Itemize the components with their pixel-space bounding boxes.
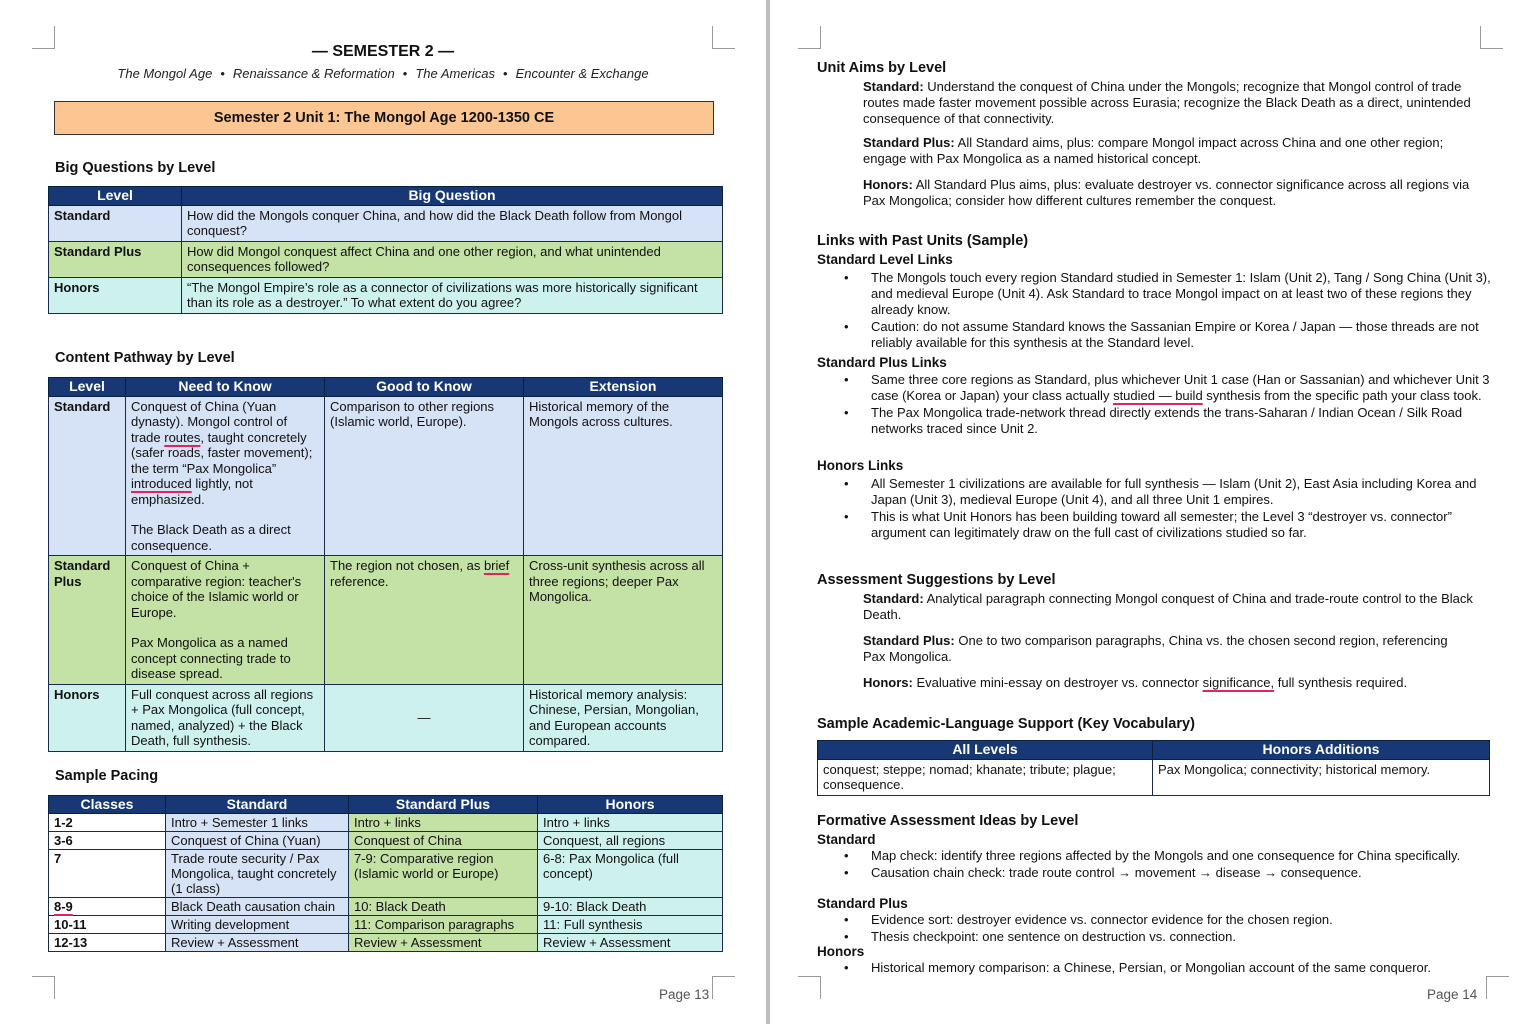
- table-row: [49, 241, 723, 277]
- spellcheck-word: significance,: [1202, 675, 1275, 690]
- spellcheck-word: 8-9: [54, 899, 73, 914]
- vocabulary-heading: Sample Academic-Language Support (Key Vocabulary): [817, 716, 1195, 732]
- assessment-label: Standard Plus:: [863, 633, 955, 648]
- classes-cell: 3-6: [49, 832, 166, 850]
- crop-mark: [1480, 26, 1503, 49]
- formative-honors-list: [817, 960, 1497, 977]
- sample-pacing-heading: Sample Pacing: [55, 768, 159, 784]
- classes-cell: 10-11: [49, 916, 166, 934]
- aim-text: All Standard Plus aims, plus: evaluate destroyer vs. connector significance across all regions via Pax Mongolica; consider how different cultures remember the conquest.: [863, 177, 1470, 208]
- honors-links-list: [817, 476, 1497, 542]
- column-header: Honors: [538, 796, 723, 814]
- honors-cell: Intro + links: [538, 814, 723, 832]
- column-header: Extension: [524, 378, 723, 397]
- crop-mark: [798, 26, 821, 49]
- aim-standard: [863, 79, 1488, 127]
- cell-text: Conquest of China + comparative region: teacher's choice of the Islamic world or Europe.: [131, 558, 302, 620]
- content-pathway-heading: Content Pathway by Level: [55, 350, 235, 366]
- formative-honors-heading: Honors: [817, 944, 865, 959]
- assessment-label: Honors:: [863, 675, 913, 690]
- column-header: Classes: [49, 796, 166, 814]
- column-header: Good to Know: [325, 378, 524, 397]
- honors-vocab-cell: Pax Mongolica; connectivity; historical memory.: [1153, 759, 1490, 795]
- good-to-know-cell: [325, 556, 524, 685]
- list-item: • All Semester 1 civilizations are available for full synthesis — Islam (Unit 2), East Asia including Korea and Japan (Unit 3), medieval Europe (Unit 4), and all three Unit 1 empires.: [817, 476, 1497, 508]
- level-cell: Standard Plus: [49, 241, 182, 277]
- classes-cell: [49, 898, 166, 916]
- spellcheck-word: introduced: [131, 476, 192, 491]
- subtitle-item: Encounter & Exchange: [515, 66, 649, 81]
- extension-cell: Historical memory analysis: Chinese, Persian, Mongolian, and European accounts compared.: [524, 684, 723, 751]
- plus-cell: Intro + links: [349, 814, 538, 832]
- level-cell: Standard: [49, 205, 182, 241]
- subtitle-item: The Americas: [415, 66, 496, 81]
- plus-cell: Conquest of China: [349, 832, 538, 850]
- assessment-text: One to two comparison paragraphs, China vs. the chosen second region, referencing Pax Mongolica.: [863, 633, 1448, 664]
- subtitle-separator: •: [220, 66, 225, 81]
- list-item: • Thesis checkpoint: one sentence on destruction vs. connection.: [817, 929, 1497, 945]
- table-row: [49, 832, 723, 850]
- standard-plus-links-list: [817, 372, 1497, 438]
- crop-mark: [798, 976, 821, 999]
- assessment-text: Evaluative mini-essay on destroyer vs. connector: [912, 675, 1203, 690]
- cell-text: , taught concretely (safer roads, faster movement); the term “Pax Mongolica”: [131, 429, 313, 476]
- table-row: [49, 684, 723, 751]
- formative-standard-list: [817, 848, 1497, 882]
- list-item: • Historical memory comparison: a Chinese, Persian, or Mongolian account of the same conqueror.: [817, 960, 1497, 976]
- vocabulary-table: [817, 740, 1490, 796]
- formative-plus-heading: Standard Plus: [817, 896, 908, 911]
- item-text: synthesis from the specific path your class took.: [1202, 388, 1482, 403]
- table-row: [49, 205, 723, 241]
- all-levels-vocab-cell: conquest; steppe; nomad; khanate; tribute; plague; consequence.: [818, 759, 1153, 795]
- list-item: [817, 372, 1497, 404]
- list-item: • Causation chain check: trade route control → movement → disease → consequence.: [817, 865, 1497, 881]
- column-header: Honors Additions: [1153, 741, 1490, 760]
- level-cell: Standard: [49, 396, 126, 556]
- extension-cell: Cross-unit synthesis across all three regions; deeper Pax Mongolica.: [524, 556, 723, 685]
- assessment-text: full synthesis required.: [1274, 675, 1408, 690]
- level-cell: Standard Plus: [49, 556, 126, 685]
- plus-cell: 7-9: Comparative region (Islamic world or Europe): [349, 850, 538, 898]
- table-row: [49, 916, 723, 934]
- question-cell: How did the Mongols conquer China, and how did the Black Death follow from Mongol conquest?: [182, 205, 723, 241]
- classes-cell: 12-13: [49, 934, 166, 952]
- assessment-standard: [863, 591, 1493, 623]
- page-number: Page 13: [659, 987, 710, 1002]
- level-cell: Honors: [49, 277, 182, 313]
- column-header: Need to Know: [126, 378, 325, 397]
- item-text: Same three core regions as Standard, plus whichever Unit 1 case (Han or Sassanian) and whichever Unit 3 case (Korea or Japan) your class actually: [871, 372, 1490, 403]
- standard-cell: Review + Assessment: [166, 934, 349, 952]
- column-header: All Levels: [818, 741, 1153, 760]
- sample-pacing-table: [48, 795, 723, 952]
- column-header: Big Question: [182, 187, 723, 206]
- table-row: [49, 898, 723, 916]
- formative-plus-list: [817, 912, 1497, 946]
- semester-subtitle: [0, 66, 766, 81]
- table-row: [49, 277, 723, 313]
- list-item: • Map check: identify three regions affected by the Mongols and one consequence for China specifically.: [817, 848, 1497, 864]
- aim-label: Honors:: [863, 177, 913, 192]
- content-pathway-table: [48, 377, 723, 752]
- good-to-know-cell: —: [325, 684, 524, 751]
- classes-cell: 7: [49, 850, 166, 898]
- list-item: • The Mongols touch every region Standard studied in Semester 1: Islam (Unit 2), Tang / Song China (Unit 3), and medieval Europe (Unit 4). Ask Standard to trace Mongol impact on at least two of these regions they already know.: [817, 270, 1497, 318]
- cell-text: The region not chosen, as: [330, 558, 484, 573]
- plus-cell: 10: Black Death: [349, 898, 538, 916]
- column-header: Standard Plus: [349, 796, 538, 814]
- assessment-standard-plus: [863, 633, 1463, 665]
- unit-aims-heading: Unit Aims by Level: [817, 60, 947, 76]
- aim-label: Standard Plus:: [863, 135, 955, 150]
- page-number: Page 14: [1427, 987, 1478, 1002]
- standard-cell: Conquest of China (Yuan): [166, 832, 349, 850]
- standard-plus-links-heading: Standard Plus Links: [817, 355, 947, 370]
- level-cell: Honors: [49, 684, 126, 751]
- crop-mark: [712, 976, 735, 999]
- honors-cell: 6-8: Pax Mongolica (full concept): [538, 850, 723, 898]
- table-row: [818, 759, 1490, 795]
- spellcheck-word: brief: [483, 558, 510, 573]
- standard-cell: Writing development: [166, 916, 349, 934]
- standard-cell: Black Death causation chain: [166, 898, 349, 916]
- extension-cell: Historical memory of the Mongols across cultures.: [524, 396, 723, 556]
- column-header: Level: [49, 187, 182, 206]
- big-questions-heading: Big Questions by Level: [55, 160, 216, 176]
- column-header: Level: [49, 378, 126, 397]
- links-heading: Links with Past Units (Sample): [817, 233, 1029, 249]
- classes-cell: 1-2: [49, 814, 166, 832]
- standard-links-list: [817, 270, 1497, 352]
- plus-cell: 11: Comparison paragraphs: [349, 916, 538, 934]
- spellcheck-word: routes: [164, 429, 201, 445]
- good-to-know-cell: Comparison to other regions (Islamic world, Europe).: [325, 396, 524, 556]
- assessment-text: Analytical paragraph connecting Mongol conquest of China and trade-route control to the Black Death.: [863, 591, 1473, 622]
- aim-standard-plus: [863, 135, 1488, 167]
- big-questions-table: [48, 186, 723, 314]
- crop-mark: [32, 976, 55, 999]
- table-row: [49, 814, 723, 832]
- formative-heading: Formative Assessment Ideas by Level: [817, 813, 1079, 829]
- cell-text: reference.: [330, 573, 389, 589]
- honors-cell: Conquest, all regions: [538, 832, 723, 850]
- cell-text: Conquest of China (Yuan dynasty). Mongol control of trade: [131, 398, 288, 445]
- need-to-know-cell: [126, 396, 325, 556]
- table-row: [49, 556, 723, 685]
- spellcheck-word: studied — build: [1113, 388, 1203, 403]
- column-header: Standard: [166, 796, 349, 814]
- honors-cell: 9-10: Black Death: [538, 898, 723, 916]
- list-item: • The Pax Mongolica trade-network thread directly extends the trans-Saharan / Indian Ocean / Silk Road networks traced since Unit 2.: [817, 405, 1497, 437]
- assessment-label: Standard:: [863, 591, 924, 606]
- table-row: [49, 850, 723, 898]
- aim-label: Standard:: [863, 79, 924, 94]
- question-cell: “The Mongol Empire’s role as a connector of civilizations was more historically significant than its role as a destroyer.” To what extent do you agree?: [182, 277, 723, 313]
- list-item: • This is what Unit Honors has been building toward all semester; the Level 3 “destroyer vs. connector” argument can legitimately draw on the full cast of civilizations studied so far.: [817, 509, 1497, 541]
- formative-standard-heading: Standard: [817, 832, 876, 847]
- subtitle-item: The Mongol Age: [117, 66, 213, 81]
- question-cell: How did Mongol conquest affect China and one other region, and what unintended consequences followed?: [182, 241, 723, 277]
- semester-title: — SEMESTER 2 —: [311, 43, 455, 60]
- need-to-know-cell: [126, 556, 325, 685]
- page-13: [0, 0, 766, 1024]
- aim-honors: [863, 177, 1488, 209]
- need-to-know-cell: Full conquest across all regions + Pax Mongolica (full concept, named, analyzed) + the Black Death, full synthesis.: [126, 684, 325, 751]
- honors-links-heading: Honors Links: [817, 458, 904, 473]
- table-row: [49, 934, 723, 952]
- page-14: [770, 0, 1536, 1024]
- honors-cell: Review + Assessment: [538, 934, 723, 952]
- aim-text: Understand the conquest of China under the Mongols; recognize that Mongol control of trade routes made faster movement possible across Eurasia; recognize the Black Death as a direct, unintended consequence of that connectivity.: [863, 79, 1471, 126]
- standard-cell: Trade route security / Pax Mongolica, taught concretely (1 class): [166, 850, 349, 898]
- cell-text: lightly, not emphasized.: [131, 476, 253, 507]
- subtitle-separator: •: [402, 66, 408, 81]
- plus-cell: Review + Assessment: [349, 934, 538, 952]
- aim-text: All Standard aims, plus: compare Mongol impact across China and one other region; engage with Pax Mongolica as a named historical concept.: [863, 135, 1444, 166]
- honors-cell: 11: Full synthesis: [538, 916, 723, 934]
- subtitle-item: Renaissance & Reformation: [232, 66, 395, 81]
- assessment-honors: [863, 675, 1493, 691]
- crop-mark: [1486, 976, 1509, 999]
- unit-banner: Semester 2 Unit 1: The Mongol Age 1200-1350 CE: [54, 101, 714, 135]
- cell-text: The Black Death as a direct consequence.: [131, 522, 291, 553]
- assessment-heading: Assessment Suggestions by Level: [817, 572, 1056, 588]
- list-item: • Evidence sort: destroyer evidence vs. connector evidence for the chosen region.: [817, 912, 1497, 928]
- standard-links-heading: Standard Level Links: [817, 252, 953, 267]
- table-row: [49, 396, 723, 556]
- subtitle-separator: •: [503, 66, 508, 81]
- list-item: • Caution: do not assume Standard knows the Sassanian Empire or Korea / Japan — those threads are not reliably available for this synthesis at the Standard level.: [817, 319, 1497, 351]
- standard-cell: Intro + Semester 1 links: [166, 814, 349, 832]
- cell-text: Pax Mongolica as a named concept connecting trade to disease spread.: [131, 635, 291, 681]
